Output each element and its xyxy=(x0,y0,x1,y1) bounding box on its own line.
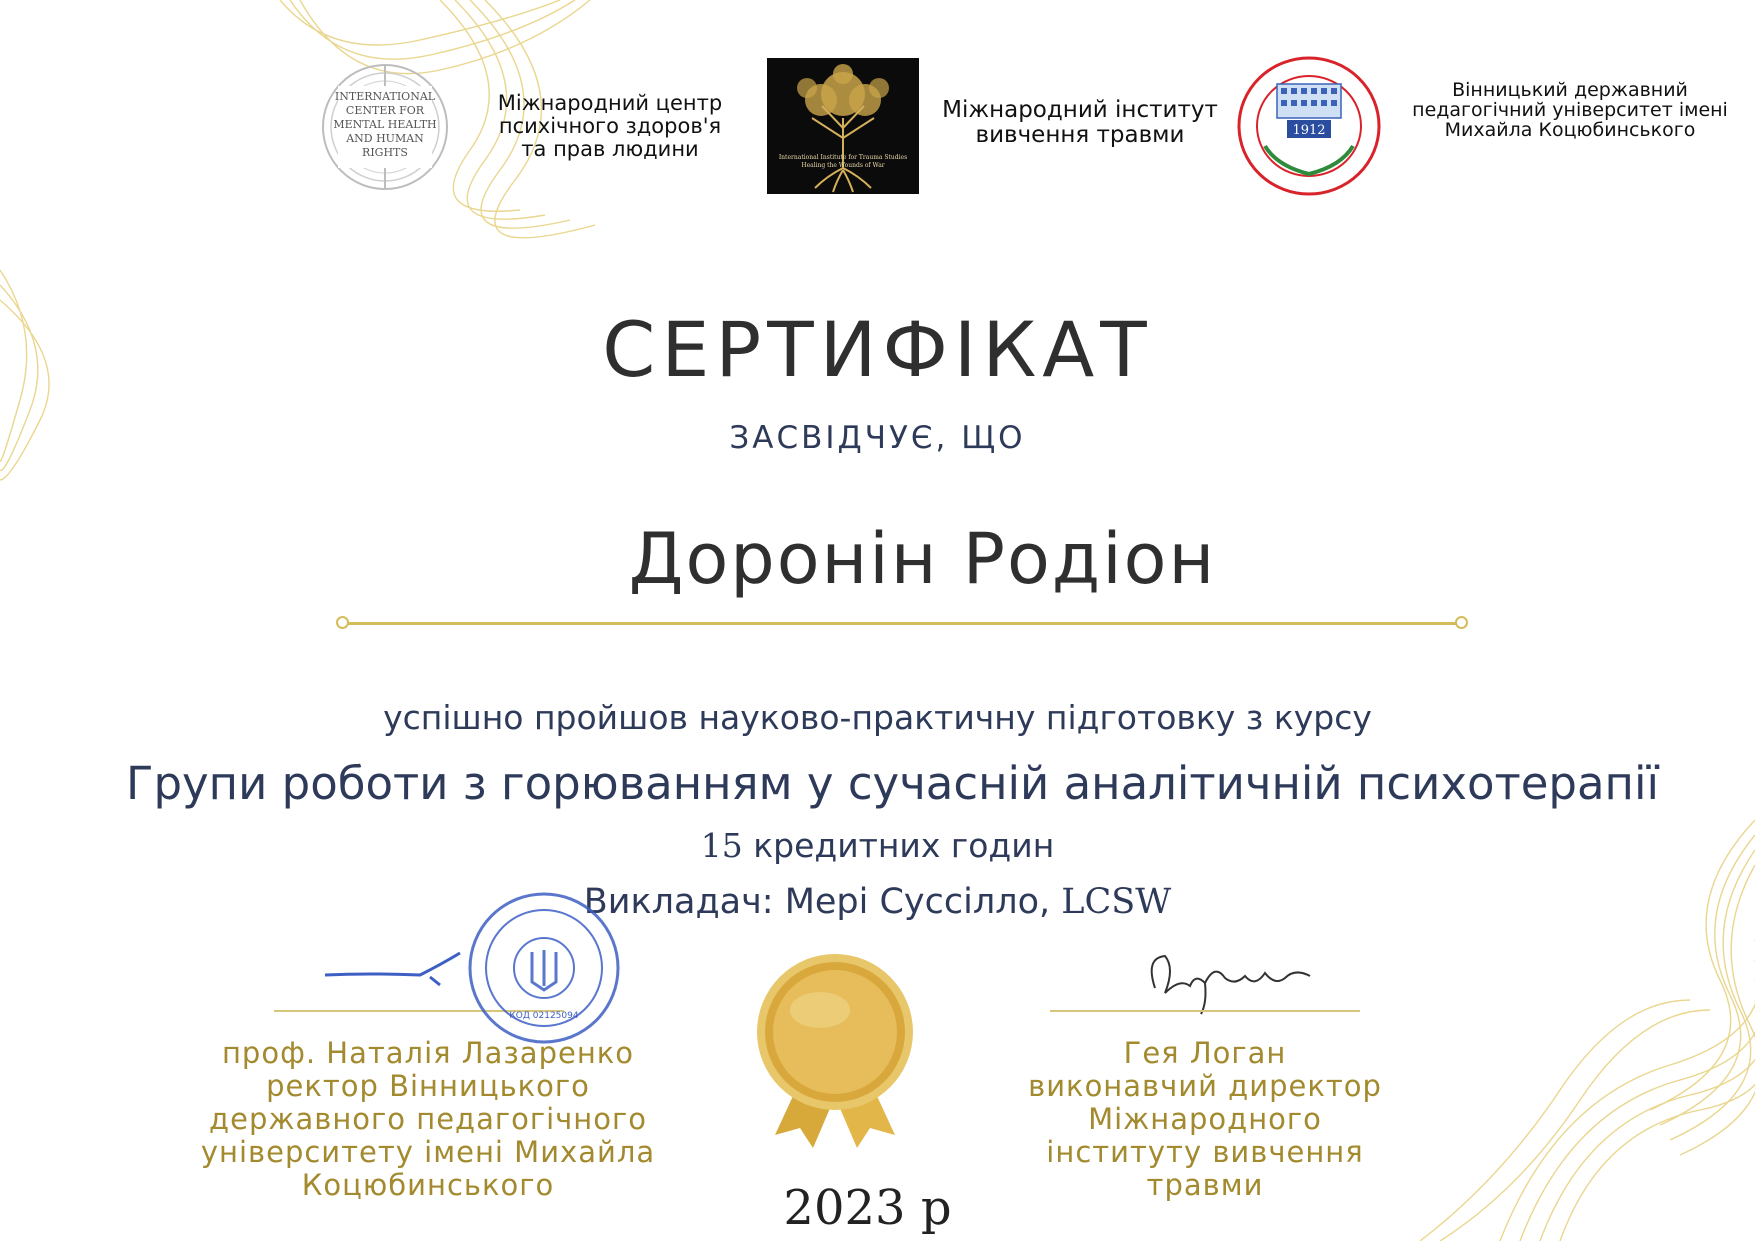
left-signatory-block xyxy=(180,1037,676,1202)
completion-text: успішно пройшов науково-практичну підготовку з курсу xyxy=(383,698,1372,737)
stamp-code: КОД 02125094 xyxy=(509,1011,579,1021)
divider-dot-left xyxy=(336,616,349,629)
certificate-subtitle: ЗАСВІДЧУЄ, ЩО xyxy=(729,420,1026,456)
recipient-name: Доронін Родіон xyxy=(628,518,1217,600)
right-signatory-line-1: Гея Логан xyxy=(1123,1036,1287,1070)
left-signatory-line-5: Коцюбинського xyxy=(301,1168,555,1202)
trauma-institute-logo xyxy=(767,58,919,194)
credits-number: 15 xyxy=(700,826,743,865)
divider-dot-right xyxy=(1455,616,1468,629)
org2-name xyxy=(935,98,1225,148)
right-signatory-line-2: виконавчий директор xyxy=(1028,1069,1382,1103)
certificate-year: 2023 р xyxy=(783,1180,952,1236)
right-signatory-line-5: травми xyxy=(1146,1168,1264,1202)
org1-name xyxy=(470,92,750,161)
credits-line xyxy=(0,826,1755,865)
vspu-university-logo-icon xyxy=(1237,56,1381,196)
right-signature xyxy=(1135,948,1335,1018)
tree-logo-caption-2: Healing the Wounds of War xyxy=(801,162,885,169)
tree-icon xyxy=(767,58,919,194)
org2-line-1: Міжнародний інститут xyxy=(942,97,1218,123)
left-signatory-line-2: ректор Вінницького xyxy=(266,1069,590,1103)
gold-medal-icon xyxy=(745,950,925,1150)
org3-name xyxy=(1405,80,1735,140)
right-signature-line xyxy=(1050,1010,1360,1012)
right-signatory-block xyxy=(1000,1037,1410,1202)
vspu-logo-year: 1912 xyxy=(1292,123,1326,138)
left-signature xyxy=(320,945,470,1005)
official-stamp-icon xyxy=(466,890,622,1046)
org3-line-1: Вінницький державний xyxy=(1452,79,1688,101)
right-signatory-line-3: Міжнародного xyxy=(1088,1102,1322,1136)
left-signatory-line-4: університету імені Михайла xyxy=(200,1135,656,1169)
org3-line-3: Михайла Коцюбинського xyxy=(1444,119,1696,141)
certificate-title: СЕРТИФІКАТ xyxy=(602,305,1153,394)
org2-line-2: вивчення травми xyxy=(975,122,1185,148)
org1-line-1: Міжнародний центр xyxy=(497,91,723,115)
teacher-credential: LCSW xyxy=(1061,882,1172,922)
tree-logo-caption-1: International Institute for Trauma Studies xyxy=(778,154,908,161)
left-signatory-line-1: проф. Наталія Лазаренко xyxy=(221,1036,635,1070)
org1-line-3: та прав людини xyxy=(521,137,699,161)
org1-line-2: психічного здоров'я xyxy=(498,114,722,138)
icmh-logo-text: INTERNATIONAL CENTER FOR MENTAL HEALTH AND HUMAN RIGHTS xyxy=(333,90,437,159)
teacher-line xyxy=(0,882,1755,922)
course-title: Групи роботи з горюванням у сучасній аналітичній психотерапії xyxy=(126,757,1659,810)
divider-line xyxy=(343,622,1463,625)
org3-line-2: педагогічний університет імені xyxy=(1412,99,1728,121)
teacher-label: Викладач: Мері Суссілло, xyxy=(583,882,1062,922)
right-signatory-line-4: інституту вивчення xyxy=(1046,1135,1364,1169)
credits-label: кредитних годин xyxy=(742,826,1055,865)
left-signatory-line-3: державного педагогічного xyxy=(209,1102,647,1136)
